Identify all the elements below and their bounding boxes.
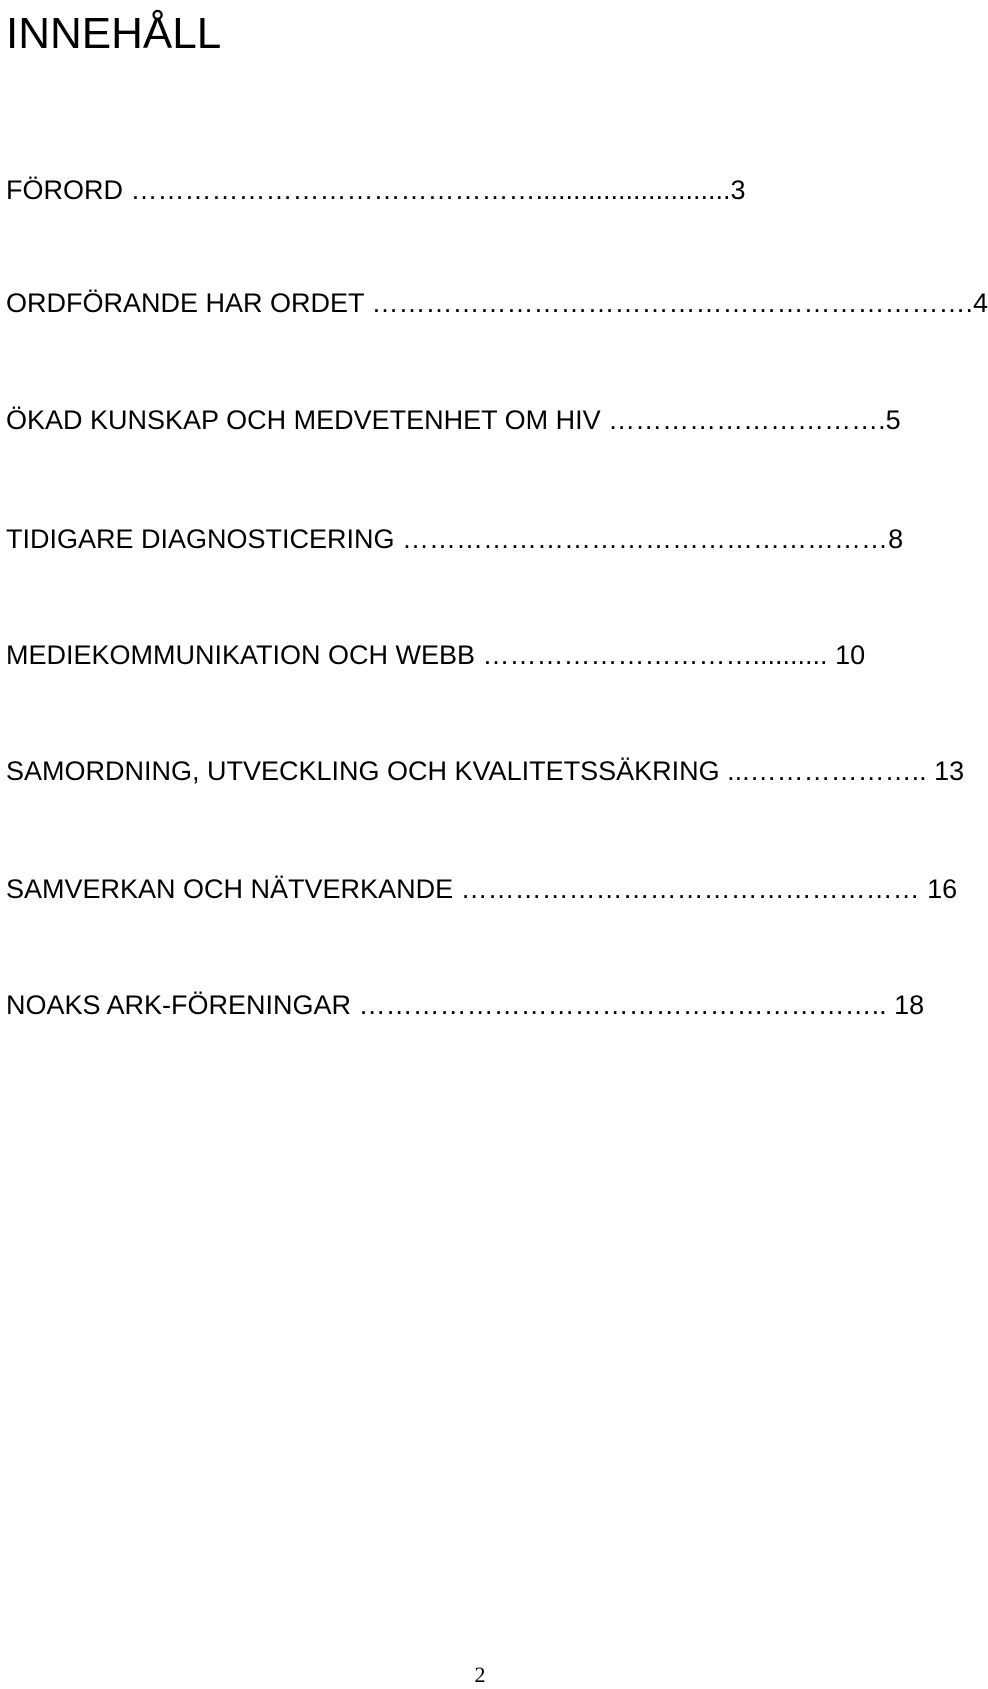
- toc-entry-label: TIDIGARE DIAGNOSTICERING: [6, 524, 395, 554]
- toc-leader: …………………………..........: [475, 640, 836, 670]
- toc-entry-label: ORDFÖRANDE HAR ORDET: [6, 288, 365, 318]
- toc-entry[interactable]: [6, 522, 903, 556]
- toc-entry[interactable]: [6, 872, 957, 906]
- toc-leader: ...………………..: [719, 756, 935, 786]
- toc-entry[interactable]: [6, 286, 988, 320]
- toc-page-number: 13: [934, 756, 965, 786]
- toc-entry-label: ÖKAD KUNSKAP OCH MEDVETENHET OM HIV: [6, 405, 601, 435]
- toc-leader: ………………………….: [600, 405, 886, 435]
- toc-entry[interactable]: [6, 403, 901, 437]
- page-title: INNEHÅLL: [6, 9, 222, 58]
- toc-entry[interactable]: [6, 638, 865, 672]
- toc-page-number: 16: [927, 874, 958, 904]
- toc-leader: …………………………………………………..: [351, 990, 895, 1020]
- toc-entry[interactable]: [6, 988, 924, 1022]
- toc-page-number: 10: [835, 640, 866, 670]
- toc-page-number: 5: [885, 405, 901, 435]
- toc-entry-label: SAMORDNING, UTVECKLING OCH KVALITETSSÄKRING: [6, 756, 720, 786]
- toc-entry[interactable]: [6, 754, 964, 788]
- toc-leader: ………………………………………………………….: [364, 288, 974, 318]
- toc-entry-label: MEDIEKOMMUNIKATION OCH WEBB: [6, 640, 476, 670]
- page-number: 2: [474, 1662, 486, 1687]
- toc-entry-label: SAMVERKAN OCH NÄTVERKANDE: [6, 874, 454, 904]
- toc-entry-label: NOAKS ARK-FÖRENINGAR: [6, 990, 352, 1020]
- toc-page-number: 4: [973, 288, 988, 318]
- toc-entry-label: FÖRORD: [6, 175, 123, 205]
- toc-page-number: 8: [888, 524, 904, 554]
- toc-entry[interactable]: [6, 173, 746, 207]
- toc-page-number: 18: [894, 990, 925, 1020]
- toc-leader: ………………………………………..........................: [123, 175, 731, 205]
- toc-leader: ………………………………………………: [394, 524, 889, 554]
- toc-leader: ……………………………………………: [453, 874, 928, 904]
- toc-page-number: 3: [730, 175, 746, 205]
